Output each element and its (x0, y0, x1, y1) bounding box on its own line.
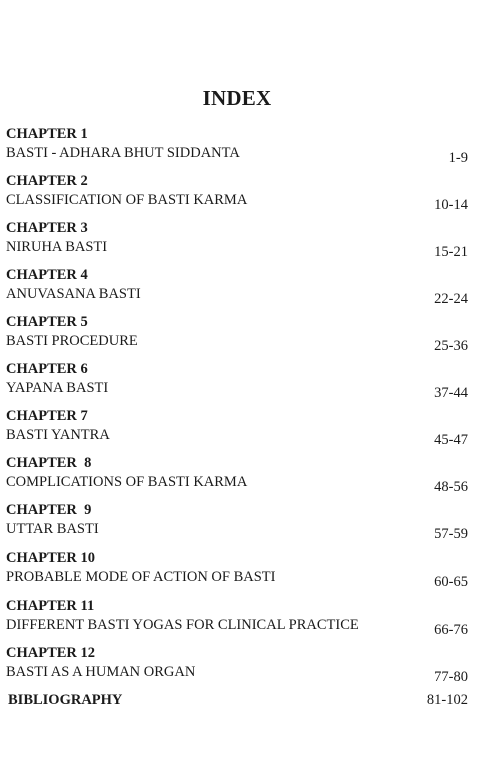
index-entry-chapter-7 (6, 408, 468, 454)
bibliography-heading: BIBLIOGRAPHY (8, 692, 123, 708)
chapter-page-range: 25-36 (434, 338, 468, 354)
chapter-title: COMPLICATIONS OF BASTI KARMA (6, 474, 248, 490)
chapter-heading: CHAPTER 8 (6, 455, 92, 471)
chapter-page-range: 22-24 (434, 291, 468, 307)
chapter-heading: CHAPTER 6 (6, 361, 88, 377)
chapter-title: BASTI PROCEDURE (6, 333, 138, 349)
index-entry-chapter-6 (6, 361, 468, 407)
chapter-title: PROBABLE MODE OF ACTION OF BASTI (6, 569, 276, 585)
chapter-page-range: 45-47 (434, 432, 468, 448)
index-entry-chapter-8 (6, 455, 468, 501)
index-entry-chapter-11 (6, 598, 468, 644)
chapter-page-range: 48-56 (434, 479, 468, 495)
chapter-title: DIFFERENT BASTI YOGAS FOR CLINICAL PRACTICE (6, 617, 359, 633)
chapter-title: YAPANA BASTI (6, 380, 109, 396)
index-entry-chapter-5 (6, 314, 468, 360)
chapter-heading: CHAPTER 2 (6, 173, 88, 189)
index-entry-bibliography (8, 692, 468, 712)
chapter-page-range: 66-76 (434, 622, 468, 638)
chapter-heading: CHAPTER 1 (6, 126, 88, 142)
chapter-title: BASTI - ADHARA BHUT SIDDANTA (6, 145, 240, 161)
chapter-title: CLASSIFICATION OF BASTI KARMA (6, 192, 248, 208)
chapter-page-range: 1-9 (448, 150, 468, 166)
chapter-heading: CHAPTER 5 (6, 314, 88, 330)
chapter-heading: CHAPTER 9 (6, 502, 92, 518)
chapter-title: NIRUHA BASTI (6, 239, 108, 255)
chapter-title: ANUVASANA BASTI (6, 286, 141, 302)
chapter-heading: CHAPTER 12 (6, 645, 96, 661)
chapter-heading: CHAPTER 4 (6, 267, 88, 283)
chapter-page-range: 37-44 (434, 385, 468, 401)
chapter-page-range: 57-59 (434, 526, 468, 542)
index-entry-chapter-10 (6, 550, 468, 596)
index-entry-chapter-3 (6, 220, 468, 266)
chapter-title: BASTI YANTRA (6, 427, 110, 443)
page-title: INDEX (202, 86, 272, 110)
chapter-title: BASTI AS A HUMAN ORGAN (6, 664, 196, 680)
chapter-heading: CHAPTER 11 (6, 598, 95, 614)
chapter-page-range: 10-14 (434, 197, 468, 213)
index-entry-chapter-9 (6, 502, 468, 548)
index-entry-chapter-12 (6, 645, 468, 691)
chapter-heading: CHAPTER 10 (6, 550, 96, 566)
chapter-page-range: 60-65 (434, 574, 468, 590)
chapter-heading: CHAPTER 3 (6, 220, 88, 236)
chapter-heading: CHAPTER 7 (6, 408, 88, 424)
chapter-page-range: 15-21 (434, 244, 468, 260)
bibliography-page-range: 81-102 (426, 692, 468, 708)
chapter-title: UTTAR BASTI (6, 521, 99, 537)
index-entry-chapter-1 (6, 126, 468, 172)
index-entry-chapter-2 (6, 173, 468, 219)
index-entry-chapter-4 (6, 267, 468, 313)
chapter-page-range: 77-80 (434, 669, 468, 685)
